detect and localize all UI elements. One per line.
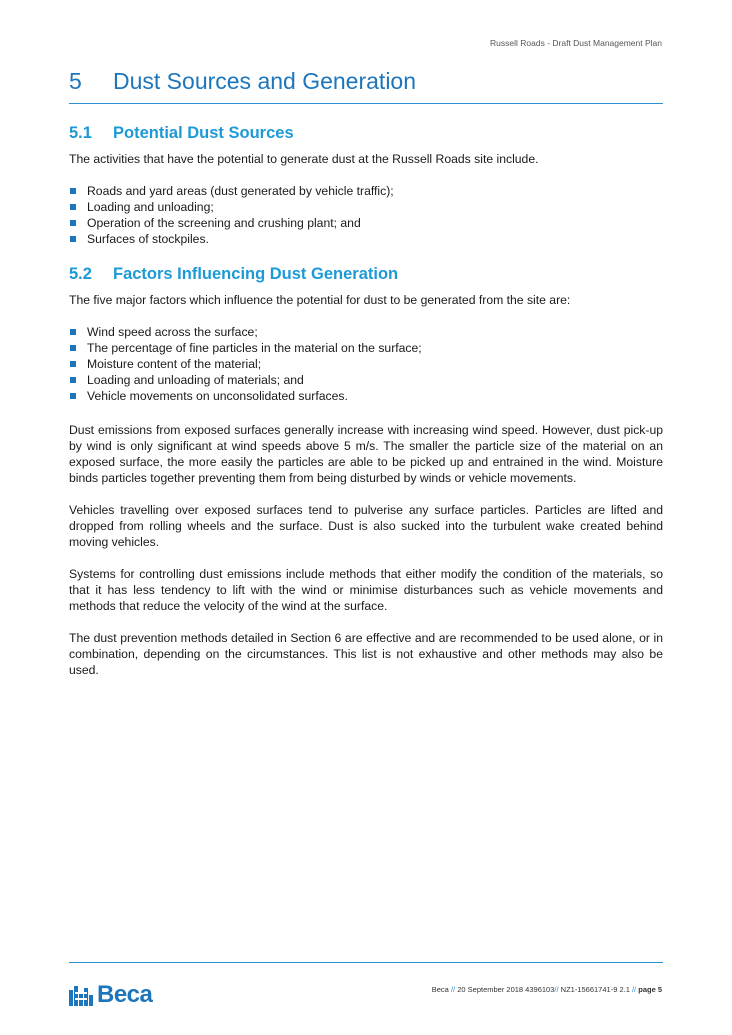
running-header: Russell Roads - Draft Dust Management Plan [490,38,662,48]
beca-logo-icon [69,984,93,1006]
section-title: Potential Dust Sources [113,124,294,142]
list-item [69,388,663,404]
list-item-text: Loading and unloading of materials; and [87,373,304,387]
section-title: Factors Influencing Dust Generation [113,265,399,283]
footer-date-ref: 20 September 2018 4396103 [457,985,555,994]
section-5-2-intro: The five major factors which influence the potential for dust to be generated from the site are: [69,293,571,307]
list-item [69,340,663,356]
body-paragraph: Vehicles travelling over exposed surfaces tend to pulverise any surface particles. Particles are lifted and dropped from rolling wheels and the surface. Dust is also sucked into the turbulent wake created behind moving vehicles. [69,503,663,549]
footer-doc-ref: NZ1-15661741-9 2.1 [560,985,630,994]
list-item-text: Loading and unloading; [87,200,214,214]
footer-separator: // [450,985,456,994]
square-bullet-icon [70,345,76,351]
body-paragraph: The dust prevention methods detailed in Section 6 are effective and are recommended to be used alone, or in combination, depending on the circumstances. This list is not exhaustive and other methods may also be used. [69,631,663,677]
page-number: page 5 [638,985,662,994]
square-bullet-icon [70,361,76,367]
section-number: 5.1 [69,124,92,142]
section-5-1-heading [69,124,663,143]
beca-logo-text: Beca [97,981,153,1008]
list-item-text: Vehicle movements on unconsolidated surfaces. [87,389,348,403]
beca-logo [69,981,152,1009]
square-bullet-icon [70,329,76,335]
dust-sources-list [69,183,663,247]
square-bullet-icon [70,393,76,399]
list-item [69,215,663,231]
body-paragraph: Systems for controlling dust emissions include methods that either modify the condition of the materials, so that it has less tendency to lift with the wind or minimise disturbances such as vehicle movements and methods that reduce the velocity of the wind at the surface. [69,567,663,613]
page-content [69,124,663,694]
square-bullet-icon [70,204,76,210]
section-5-2-heading [69,265,663,284]
body-paragraph: Dust emissions from exposed surfaces generally increase with increasing wind speed. However, dust pick-up by wind is only significant at wind speeds above 5 m/s. The smaller the particle size of the material on an exposed surface, the more easily the particles are able to be picked up and entrained in the wind. Moisture binds particles together preventing them from being disturbed by winds or vehicle movements. [69,423,663,485]
footer-separator: // [631,985,637,994]
list-item [69,372,663,388]
list-item [69,324,663,340]
square-bullet-icon [70,377,76,383]
footer-divider [69,962,663,963]
square-bullet-icon [70,188,76,194]
footer-separator: // [554,985,559,994]
chapter-title-text: Dust Sources and Generation [113,68,417,94]
chapter-heading [69,68,663,104]
section-number: 5.2 [69,265,92,283]
list-item-text: Wind speed across the surface; [87,325,258,339]
chapter-title [69,68,663,95]
list-item-text: Roads and yard areas (dust generated by vehicle traffic); [87,184,394,198]
list-item [69,231,663,247]
list-item-text: Operation of the screening and crushing plant; and [87,216,361,230]
footer-company: Beca [431,985,449,994]
footer-reference [432,985,662,994]
list-item [69,183,663,199]
list-item-text: Moisture content of the material; [87,357,262,371]
list-item [69,199,663,215]
dust-factors-list [69,324,663,404]
square-bullet-icon [70,236,76,242]
list-item-text: Surfaces of stockpiles. [87,232,209,246]
chapter-number: 5 [69,68,82,94]
list-item [69,356,663,372]
square-bullet-icon [70,220,76,226]
section-5-1-intro: The activities that have the potential to generate dust at the Russell Roads site include. [69,152,539,166]
list-item-text: The percentage of fine particles in the material on the surface; [87,341,422,355]
